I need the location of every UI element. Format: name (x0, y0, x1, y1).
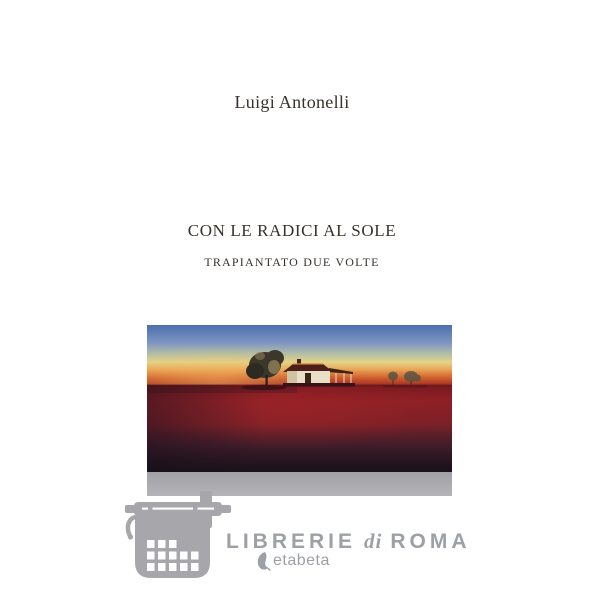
watermark-store: LIBRERIE (226, 530, 357, 553)
landscape-painting (147, 325, 452, 472)
watermark-city: ROMA (390, 530, 471, 553)
typewriter-icon (124, 486, 232, 586)
bottom-vignette (147, 425, 452, 472)
house-door (305, 373, 311, 384)
book-title: CON LE RADICI AL SOLE (187, 221, 397, 240)
etabeta-icon (256, 551, 271, 571)
book-subtitle: TRAPIANTATO DUE VOLTE (204, 255, 380, 269)
publisher-name: etabeta (273, 552, 330, 569)
author-name: Luigi Antonelli (234, 92, 350, 112)
publisher-logo (256, 551, 330, 571)
watermark-connector: di (364, 529, 383, 553)
typewriter-right-knob (221, 505, 231, 513)
typewriter-left-knob (125, 505, 135, 513)
cover-painting (147, 325, 452, 472)
